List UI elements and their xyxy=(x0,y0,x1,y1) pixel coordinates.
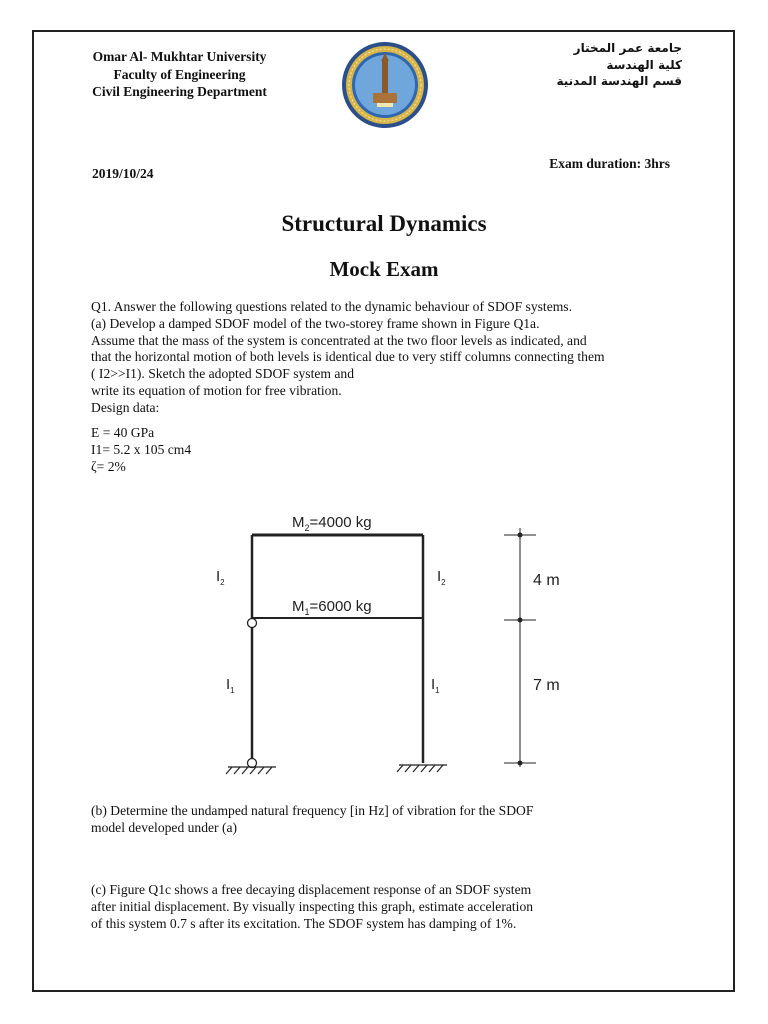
hinge-base xyxy=(248,759,257,768)
question-c-text xyxy=(91,882,533,932)
inertia-label-right-upper: $I_2$ xyxy=(437,568,446,587)
q1-line: that the horizontal motion of both levels is identical due to very stiff columns connecting them xyxy=(91,349,605,365)
q1-line: ( I2>>I1). Sketch the adopted SDOF system and xyxy=(91,366,355,382)
university-name-arabic: جامعة عمر المختار xyxy=(573,41,682,55)
dimension-upper-label: 4 m xyxy=(533,572,560,589)
design-data-item: ζ= 2% xyxy=(91,458,126,474)
qc-line: of this system 0.7 s after its excitation. The SDOF system has damping of 1%. xyxy=(91,915,517,931)
design-data xyxy=(91,425,191,475)
hinge-middle xyxy=(248,619,257,628)
design-data-item: E = 40 GPa xyxy=(91,425,155,440)
university-seal-logo xyxy=(341,41,429,129)
exam-date: 2019/10/24 xyxy=(92,166,154,181)
q1-line: Assume that the mass of the system is concentrated at the two floor levels as indicated, and xyxy=(91,332,587,348)
qb-line: model developed under (a) xyxy=(91,819,238,835)
q1-line: Q1. Answer the following questions related to the dynamic behaviour of SDOF systems. xyxy=(91,299,572,314)
inertia-label-left-upper: $I_2$ xyxy=(216,568,225,587)
q1-line: Design data: xyxy=(91,399,160,415)
department-name: Civil Engineering Department xyxy=(92,84,267,99)
dimension-lower-label: 7 m xyxy=(533,677,560,694)
exam-duration: Exam duration: 3hrs xyxy=(549,156,670,171)
faculty-name: Faculty of Engineering xyxy=(113,66,246,82)
page-title: Structural Dynamics xyxy=(281,211,487,236)
design-data-item: I1= 5.2 x 105 cm4 xyxy=(91,441,192,457)
question-1-text xyxy=(91,299,691,417)
header-english xyxy=(72,48,287,101)
inertia-label-left-lower: $I_1$ xyxy=(226,676,235,695)
university-name: Omar Al- Mukhtar University xyxy=(92,49,267,64)
mass-1-label: $M_1=6000$ kg xyxy=(292,598,372,617)
page-subtitle: Mock Exam xyxy=(329,257,439,281)
qb-line: (b) Determine the undamped natural frequency [in Hz] of vibration for the SDOF xyxy=(91,803,534,818)
mass-2-label: $M_2=4000$ kg xyxy=(292,514,372,533)
q1-line: (a) Develop a damped SDOF model of the two-storey frame shown in Figure Q1a. xyxy=(91,315,540,331)
fixed-support xyxy=(397,765,447,772)
faculty-name-arabic: كلية الهندسة xyxy=(606,57,682,72)
department-name-arabic: قسم الهندسة المدنية xyxy=(556,74,682,88)
figure-q1a-frame xyxy=(200,500,560,785)
question-b-text xyxy=(91,803,533,837)
inertia-label-right-lower: $I_1$ xyxy=(431,676,440,695)
header-arabic xyxy=(512,40,682,90)
q1-line: write its equation of motion for free vibration. xyxy=(91,382,342,398)
qc-line: (c) Figure Q1c shows a free decaying displacement response of an SDOF system xyxy=(91,882,532,897)
qc-line: after initial displacement. By visually inspecting this graph, estimate acceleration xyxy=(91,898,534,914)
